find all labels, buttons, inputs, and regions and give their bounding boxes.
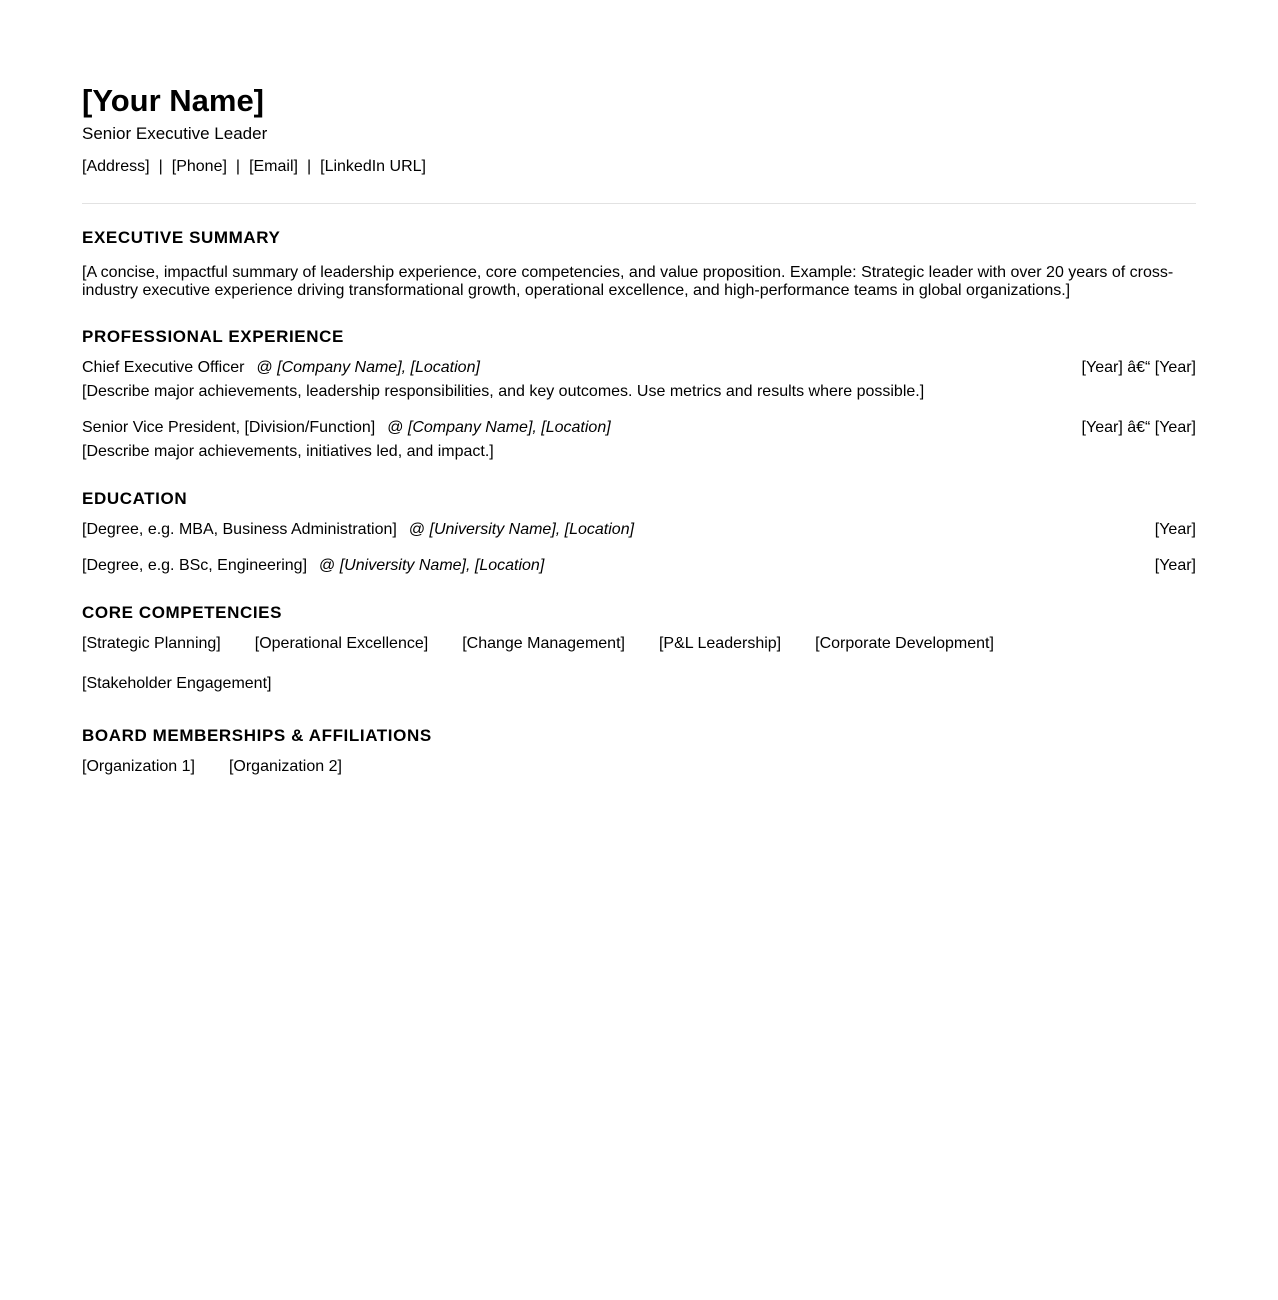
board-item: [Organization 1] (82, 758, 195, 775)
section-heading-summary: EXECUTIVE SUMMARY (82, 228, 281, 247)
resume-document (82, 0, 1196, 797)
education-entry (82, 556, 1196, 576)
boards-list (82, 757, 1042, 797)
competency-item: [Stakeholder Engagement] (82, 675, 272, 692)
at-symbol: @ (408, 521, 426, 538)
job-dates: [Year] â€“ [Year] (1081, 419, 1196, 436)
contact-email: [Email] (249, 158, 298, 175)
candidate-name: [Your Name] (82, 83, 265, 118)
education-degree: [Degree, e.g. BSc, Engineering] (82, 557, 308, 574)
job-role: Senior Vice President, [Division/Function] (82, 419, 376, 436)
education-degree: [Degree, e.g. MBA, Business Administration] (82, 521, 397, 538)
competency-item: [P&L Leadership] (658, 635, 782, 652)
section-heading-boards: BOARD MEMBERSHIPS & AFFILIATIONS (82, 726, 432, 745)
job-dates: [Year] â€“ [Year] (1081, 359, 1196, 376)
header-divider (82, 203, 1196, 204)
job-description: [Describe major achievements, initiatives led, and impact.] (82, 443, 494, 460)
education-heading (82, 520, 634, 540)
at-symbol: @ (256, 359, 273, 376)
education-school: [University Name], [Location] (429, 521, 635, 538)
job-description: [Describe major achievements, leadership responsibilities, and key outcomes. Use metrics and results where possible.] (82, 383, 925, 400)
section-heading-competencies: CORE COMPETENCIES (82, 603, 283, 622)
education-year: [Year] (1154, 557, 1196, 574)
contact-linkedin: [LinkedIn URL] (320, 158, 426, 175)
contact-separator: | (306, 158, 312, 175)
board-item: [Organization 2] (228, 758, 342, 775)
education-heading (82, 556, 544, 576)
contact-address: [Address] (82, 158, 150, 175)
competency-item: [Change Management] (462, 635, 625, 652)
summary-text: [A concise, impactful summary of leadership experience, core competencies, and value proposition. Example: Strategic leader with over 20 years of cross-industry executive experience driving transformational growth, operational excellence, and high-performance teams in global organizations.] (82, 264, 1174, 299)
job-organization: [Company Name], [Location] (277, 359, 480, 376)
contact-separator: | (158, 158, 163, 175)
section-heading-experience: PROFESSIONAL EXPERIENCE (82, 327, 344, 346)
at-symbol: @ (319, 557, 336, 574)
job-organization: [Company Name], [Location] (407, 419, 611, 436)
education-entry (82, 520, 1196, 540)
contact-line (82, 157, 1196, 177)
competency-item: [Strategic Planning] (82, 635, 221, 652)
education-year: [Year] (1154, 521, 1196, 538)
job-heading (82, 418, 611, 438)
experience-entry (82, 358, 1196, 402)
competency-item: [Operational Excellence] (254, 635, 429, 652)
section-heading-education: EDUCATION (82, 489, 188, 508)
at-symbol: @ (387, 419, 404, 436)
job-role: Chief Executive Officer (82, 359, 245, 376)
job-heading (82, 358, 480, 378)
experience-entry (82, 418, 1196, 462)
education-school: [University Name], [Location] (339, 557, 545, 574)
contact-separator: | (235, 158, 241, 175)
contact-phone: [Phone] (171, 158, 227, 175)
competency-item: [Corporate Development] (815, 635, 994, 652)
candidate-title: Senior Executive Leader (82, 124, 268, 143)
competencies-list (82, 634, 1042, 714)
